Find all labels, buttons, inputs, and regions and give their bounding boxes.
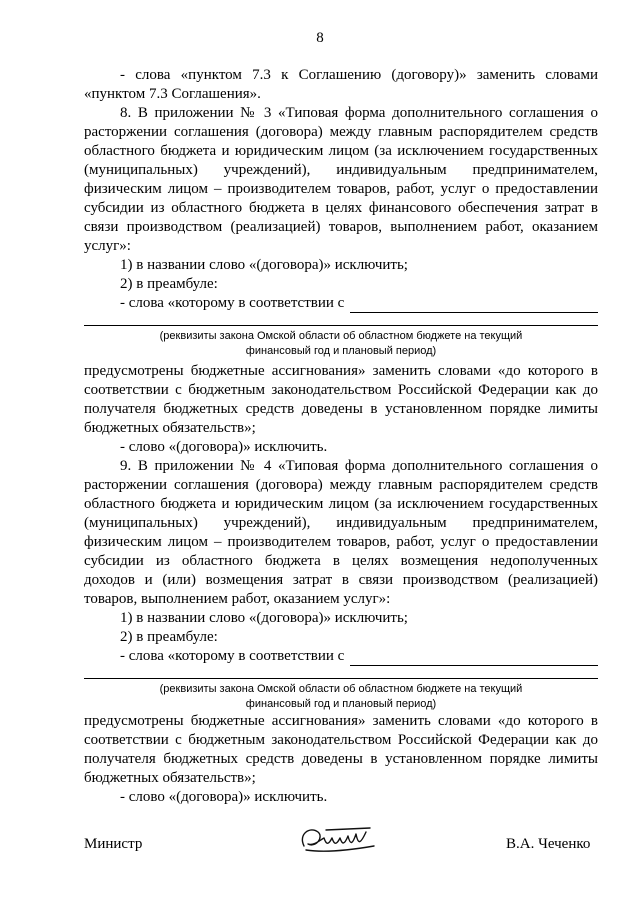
caption-line: финансовый год и плановый период): [245, 698, 437, 710]
paragraph-line: - слово «(договора)» исключить.: [120, 789, 328, 805]
paragraph-line: (муниципальных) учреждений), индивидуальным предпринимателем,: [84, 515, 598, 531]
blank-rule: [84, 325, 598, 326]
blank-underline: [350, 652, 598, 666]
fill-in-line: [84, 294, 598, 313]
signatory-name: В.А. Чеченко: [506, 836, 591, 852]
paragraph-line: 2) в преамбуле:: [120, 629, 218, 645]
paragraph-line: услуг»:: [84, 238, 131, 254]
paragraph-line: 1) в названии слово «(договора)» исключить;: [120, 257, 408, 273]
paragraph-line: предусмотрены бюджетные ассигнования» заменить словами «до которого в: [84, 363, 598, 379]
blank-underline: [350, 299, 598, 313]
paragraph-line: - слово «(договора)» исключить.: [120, 439, 328, 455]
paragraph-line: соответствии с бюджетным законодательством Российской Федерации как до: [84, 382, 598, 398]
paragraph-line: получателя бюджетных средств доведены в установленном порядке лимиты: [84, 401, 598, 417]
paragraph-line: предусмотрены бюджетные ассигнования» заменить словами «до которого в: [84, 713, 598, 729]
paragraph-line: получателя бюджетных средств доведены в установленном порядке лимиты: [84, 751, 598, 767]
paragraph-line: бюджетных обязательств»;: [84, 770, 256, 786]
caption-line: (реквизиты закона Омской области об областном бюджете на текущий: [159, 330, 523, 342]
paragraph-line: соответствии с бюджетным законодательством Российской Федерации как до: [84, 732, 598, 748]
page-number: 8: [316, 30, 324, 46]
paragraph-line: субсидии из областного бюджета в целях возмещения недополученных: [84, 553, 598, 569]
caption-line: финансовый год и плановый период): [245, 345, 437, 357]
paragraph-line: бюджетных обязательств»;: [84, 420, 256, 436]
caption-line: (реквизиты закона Омской области об областном бюджете на текущий: [159, 683, 523, 695]
paragraph-line: доходов и (или) возмещения затрат в связи производством (реализацией): [84, 572, 598, 588]
paragraph-line: - слова «которому в соответствии с: [120, 648, 345, 664]
handwritten-signature: [296, 820, 378, 860]
paragraph-line: 9. В приложении № 4 «Типовая форма дополнительного соглашения о: [120, 458, 598, 474]
paragraph-line: товаров, выполнением работ, оказанием услуг»:: [84, 591, 391, 607]
paragraph-line: - слова «которому в соответствии с: [120, 295, 345, 311]
paragraph-line: расторжении соглашения (договора) между главным распорядителем средств: [84, 124, 598, 140]
paragraph-line: - слова «пунктом 7.3 к Соглашению (договору)» заменить словами: [120, 67, 598, 83]
paragraph-line: областного бюджета и юридическим лицом (за исключением государственных: [84, 496, 598, 512]
paragraph-line: областного бюджета и юридическим лицом (за исключением государственных: [84, 143, 598, 159]
paragraph-line: «пунктом 7.3 Соглашения».: [84, 86, 261, 102]
blank-rule: [84, 678, 598, 679]
paragraph-line: связи производством (реализацией) товаров, выполнением работ, оказанием: [84, 219, 598, 235]
signatory-position: Министр: [84, 836, 143, 852]
fill-in-line: [84, 647, 598, 666]
paragraph-line: субсидии из областного бюджета в целях финансового обеспечения затрат в: [84, 200, 598, 216]
paragraph-line: 8. В приложении № 3 «Типовая форма дополнительного соглашения о: [120, 105, 598, 121]
paragraph-line: 1) в названии слово «(договора)» исключить;: [120, 610, 408, 626]
paragraph-line: физическим лицом – производителем товаров, работ, услуг о предоставлении: [84, 534, 598, 550]
paragraph-line: физическим лицом – производителем товаров, работ, услуг о предоставлении: [84, 181, 598, 197]
paragraph-line: (муниципальных) учреждений), индивидуальным предпринимателем,: [84, 162, 598, 178]
paragraph-line: расторжении соглашения (договора) между главным распорядителем средств: [84, 477, 598, 493]
paragraph-line: 2) в преамбуле:: [120, 276, 218, 292]
